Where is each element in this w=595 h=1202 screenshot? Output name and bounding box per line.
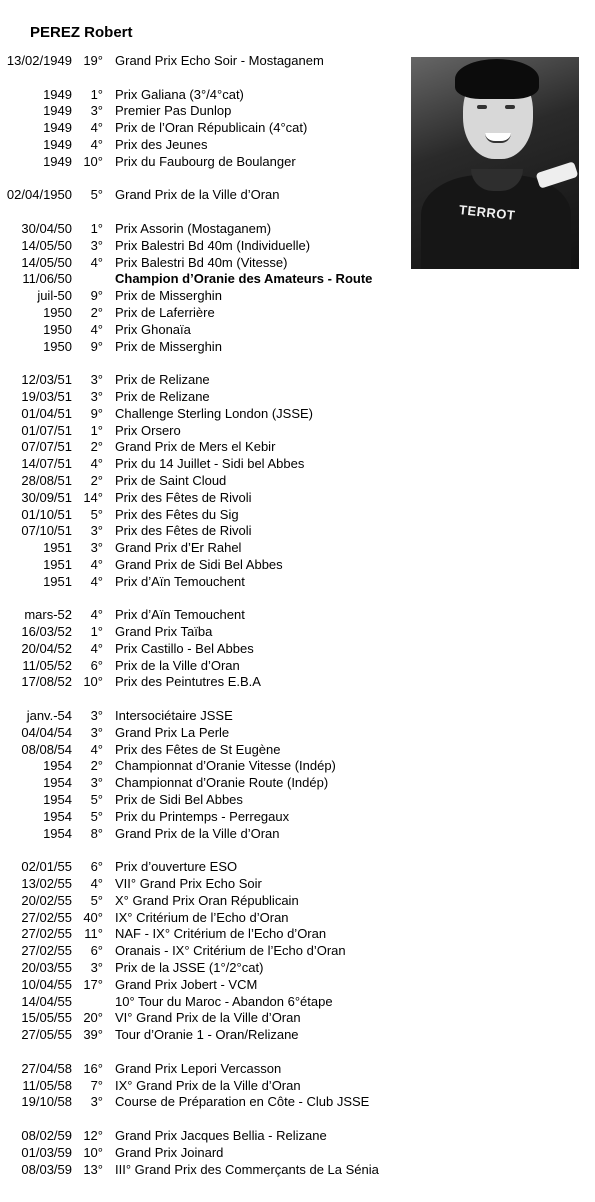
result-place: 3° [90,103,103,119]
result-place: 14° [83,489,103,505]
result-row [0,507,400,524]
result-date: janv.-54 [26,708,72,724]
result-row [0,120,400,137]
result-place: 4° [90,556,103,572]
result-race: Prix des Fêtes de St Eugène [115,741,281,757]
row-spacer [0,70,400,87]
result-race: Grand Prix d’Er Rahel [115,540,242,556]
result-date: 27/02/55 [21,943,72,959]
result-race: Prix d’Aïn Temouchent [115,573,245,589]
result-race: Oranais - IX° Critérium de l’Echo d’Oran [115,943,346,959]
result-row [0,725,400,742]
result-race: Prix de l’Oran Républicain (4°cat) [115,120,308,136]
hair-shape [455,59,539,99]
result-date: 08/02/59 [21,1128,72,1143]
result-date: 08/08/54 [21,741,72,757]
result-race: Grand Prix La Perle [115,724,230,740]
result-place: 16° [83,1060,103,1076]
results-list [0,53,400,1178]
result-place: 3° [90,372,103,388]
result-row [0,826,400,843]
result-race: Premier Pas Dunlop [115,103,232,119]
result-date: 1951 [43,556,72,572]
result-date: 17/08/52 [21,674,72,690]
result-date: 27/02/55 [21,926,72,942]
result-place: 6° [90,859,103,875]
result-race: Grand Prix Echo Soir - Mostaganem [115,53,324,68]
row-spacer [0,171,400,188]
result-row [0,456,400,473]
result-place: 4° [90,120,103,136]
result-date: 01/04/51 [21,405,72,421]
result-row [0,406,400,423]
result-race: Grand Prix de la Ville d’Oran [115,187,280,203]
result-race: Prix Balestri Bd 40m (Vitesse) [115,254,288,270]
result-row [0,859,400,876]
row-spacer [0,204,400,221]
result-place: 40° [83,909,103,925]
result-date: 04/04/54 [21,724,72,740]
result-place: 3° [90,237,103,253]
jersey-logo: TERROT [458,202,517,223]
armband-shape [536,161,579,189]
result-date: 07/10/51 [21,523,72,539]
result-row [0,557,400,574]
result-race: Prix Ghonaïa [115,321,191,337]
row-spacer [0,591,400,608]
result-row [0,775,400,792]
result-row [0,574,400,591]
result-race: Prix Galiana (3°/4°cat) [115,86,244,102]
result-race: Prix du Printemps - Perregaux [115,808,290,824]
result-date: 20/02/55 [21,892,72,908]
result-place: 4° [90,321,103,337]
result-place: 2° [90,472,103,488]
result-row [0,943,400,960]
result-race: Prix Castillo - Bel Abbes [115,640,254,656]
result-race: Prix de Relizane [115,372,210,388]
result-place: 10° [83,674,103,690]
result-row [0,473,400,490]
result-place: 2° [90,304,103,320]
result-race: VI° Grand Prix de la Ville d’Oran [115,1010,301,1026]
result-row [0,238,400,255]
result-date: juil-50 [37,288,72,304]
result-date: 19/03/51 [21,388,72,404]
result-row [0,389,400,406]
result-row [0,994,400,1011]
result-race: Prix de Misserghin [115,288,222,304]
result-date: 01/03/59 [21,1144,72,1160]
result-race: Intersociétaire JSSE [115,708,233,724]
result-row [0,288,400,305]
result-row [0,53,400,70]
result-date: 02/04/1950 [6,187,72,203]
row-spacer [0,842,400,859]
result-place: 6° [90,657,103,673]
result-race: Championnat d’Oranie Route (Indép) [115,775,329,791]
result-date: 30/09/51 [21,489,72,505]
result-place: 6° [90,943,103,959]
result-place: 10° [83,1144,103,1160]
result-place: 9° [90,405,103,421]
result-date: 14/04/55 [21,993,72,1009]
result-race: Prix de Relizane [115,388,210,404]
result-place: 12° [83,1128,103,1143]
result-race: Tour d’Oranie 1 - Oran/Relizane [115,1027,299,1043]
result-row [0,641,400,658]
result-date: 11/05/58 [22,1077,72,1093]
result-race: Prix de Laferrière [115,304,215,320]
result-place: 1° [90,220,103,236]
result-race: Prix du Faubourg de Boulanger [115,153,296,169]
result-date: 1951 [43,573,72,589]
result-place: 3° [90,540,103,556]
result-row [0,1094,400,1111]
result-row [0,792,400,809]
rider-photo [411,57,579,269]
result-place: 3° [90,960,103,976]
result-place: 4° [90,456,103,472]
result-row [0,439,400,456]
result-date: 11/06/50 [22,271,72,287]
row-spacer [0,1044,400,1061]
result-date: 27/05/55 [21,1027,72,1043]
result-row [0,658,400,675]
result-date: 01/07/51 [21,422,72,438]
result-date: 1954 [43,808,72,824]
result-race: Grand Prix Jobert - VCM [115,976,258,992]
result-row [0,1128,400,1145]
result-row [0,1145,400,1162]
result-date: 1949 [43,120,72,136]
result-row [0,221,400,238]
result-race: IX° Critérium de l’Echo d’Oran [115,909,289,925]
result-place: 10° [83,153,103,169]
result-row [0,490,400,507]
result-date: 1954 [43,775,72,791]
result-row [0,137,400,154]
result-race: Prix de Saint Cloud [115,472,227,488]
result-race: Prix des Fêtes de Rivoli [115,523,252,539]
result-row [0,154,400,171]
result-row [0,910,400,927]
result-date: 1949 [43,103,72,119]
result-row [0,523,400,540]
result-row [0,674,400,691]
result-race: 10° Tour du Maroc - Abandon 6°étape [115,993,333,1009]
result-race: Prix de Sidi Bel Abbes [115,792,243,808]
result-row [0,87,400,104]
result-date: 13/02/55 [21,876,72,892]
result-date: 1950 [43,338,72,354]
result-place: 7° [90,1077,103,1093]
result-race: Prix d’Aïn Temouchent [115,607,245,623]
result-place: 3° [90,708,103,724]
result-row [0,1061,400,1078]
result-date: 1951 [43,540,72,556]
row-spacer [0,1111,400,1128]
result-row [0,1078,400,1095]
result-place: 19° [83,53,103,68]
result-date: 27/04/58 [21,1060,72,1076]
result-race: Prix de la JSSE (1°/2°cat) [115,960,264,976]
result-date: mars-52 [24,607,72,623]
result-date: 14/05/50 [21,237,72,253]
result-race: VII° Grand Prix Echo Soir [115,876,262,892]
result-row [0,322,400,339]
result-race: Prix de la Ville d’Oran [115,657,240,673]
result-place: 5° [90,187,103,203]
result-race: Prix d’ouverture ESO [115,859,238,875]
result-date: 1949 [43,153,72,169]
result-race: NAF - IX° Critérium de l’Echo d’Oran [115,926,327,942]
result-date: 1949 [43,86,72,102]
result-date: 1950 [43,321,72,337]
result-place: 1° [90,86,103,102]
result-row [0,926,400,943]
result-row [0,977,400,994]
result-place: 2° [90,439,103,455]
result-place: 39° [83,1027,103,1043]
result-date: 20/03/55 [21,960,72,976]
result-row [0,305,400,322]
result-row [0,1010,400,1027]
result-row [0,187,400,204]
result-race: III° Grand Prix des Commerçants de La Sénia [115,1161,379,1177]
result-date: 12/03/51 [21,372,72,388]
result-race: Championnat d’Oranie Vitesse (Indép) [115,758,336,774]
result-race: Prix du 14 Juillet - Sidi bel Abbes [115,456,305,472]
result-place: 4° [90,136,103,152]
result-row [0,1027,400,1044]
result-place: 3° [90,1094,103,1110]
result-row [0,1162,400,1179]
result-race: Grand Prix de Mers el Kebir [115,439,276,455]
result-race: Prix des Peintutres E.B.A [115,674,261,690]
result-race: Course de Préparation en Côte - Club JSSE [115,1094,370,1110]
result-date: 14/07/51 [21,456,72,472]
result-race: Grand Prix Taïba [115,624,213,640]
result-place: 1° [90,624,103,640]
result-place: 4° [90,640,103,656]
result-place: 4° [90,741,103,757]
row-spacer [0,691,400,708]
result-row [0,960,400,977]
eye-left-shape [477,105,487,109]
result-race: Challenge Sterling London (JSSE) [115,405,314,421]
result-date: 10/04/55 [21,976,72,992]
result-row [0,255,400,272]
result-place: 3° [90,775,103,791]
result-race: Grand Prix de Sidi Bel Abbes [115,556,283,572]
result-place: 1° [90,422,103,438]
result-row [0,271,400,288]
result-place: 4° [90,607,103,623]
result-race: X° Grand Prix Oran Républicain [115,892,299,908]
result-date: 13/02/1949 [6,53,72,68]
result-race: Prix Assorin (Mostaganem) [115,220,272,236]
result-race: Grand Prix Lepori Vercasson [115,1060,282,1076]
result-row [0,893,400,910]
result-date: 19/10/58 [21,1094,72,1110]
result-date: 08/03/59 [21,1161,72,1177]
result-place: 9° [90,338,103,354]
result-date: 27/02/55 [21,909,72,925]
row-spacer [0,355,400,372]
result-date: 02/01/55 [21,859,72,875]
result-race: IX° Grand Prix de la Ville d’Oran [115,1077,301,1093]
result-date: 01/10/51 [21,506,72,522]
result-row [0,423,400,440]
result-place: 8° [90,825,103,841]
result-race: Grand Prix de la Ville d’Oran [115,825,280,841]
result-row [0,103,400,120]
result-race: Prix des Fêtes du Sig [115,506,239,522]
result-place: 2° [90,758,103,774]
result-date: 1954 [43,792,72,808]
result-date: 14/05/50 [21,254,72,270]
result-race: Champion d’Oranie des Amateurs - Route [115,271,373,287]
result-place: 5° [90,792,103,808]
result-place: 4° [90,876,103,892]
result-place: 13° [83,1161,103,1177]
result-place: 9° [90,288,103,304]
result-place: 5° [90,506,103,522]
result-race: Prix Orsero [115,422,181,438]
result-place: 3° [90,388,103,404]
result-date: 28/08/51 [21,472,72,488]
result-race: Grand Prix Jacques Bellia - Relizane [115,1128,327,1143]
result-row [0,540,400,557]
result-race: Prix des Fêtes de Rivoli [115,489,252,505]
result-row [0,742,400,759]
result-row [0,607,400,624]
result-place: 5° [90,808,103,824]
result-date: 15/05/55 [21,1010,72,1026]
result-row [0,758,400,775]
result-row [0,876,400,893]
result-place: 5° [90,892,103,908]
result-place: 11° [84,926,103,942]
result-row [0,339,400,356]
result-date: 1950 [43,304,72,320]
result-race: Prix Balestri Bd 40m (Individuelle) [115,237,311,253]
result-place: 3° [90,523,103,539]
result-date: 1954 [43,758,72,774]
result-row [0,372,400,389]
result-date: 30/04/50 [21,220,72,236]
result-row [0,708,400,725]
result-race: Grand Prix Joinard [115,1144,224,1160]
result-place: 4° [90,573,103,589]
page-title: PEREZ Robert [30,24,133,41]
result-row [0,624,400,641]
result-date: 11/05/52 [22,657,72,673]
result-date: 20/04/52 [21,640,72,656]
result-date: 07/07/51 [21,439,72,455]
result-row [0,809,400,826]
result-date: 16/03/52 [21,624,72,640]
result-place: 4° [90,254,103,270]
eye-right-shape [505,105,515,109]
result-date: 1954 [43,825,72,841]
result-place: 3° [90,724,103,740]
result-place: 20° [83,1010,103,1026]
result-race: Prix de Misserghin [115,338,222,354]
result-place: 17° [83,976,103,992]
result-date: 1949 [43,136,72,152]
result-race: Prix des Jeunes [115,136,208,152]
